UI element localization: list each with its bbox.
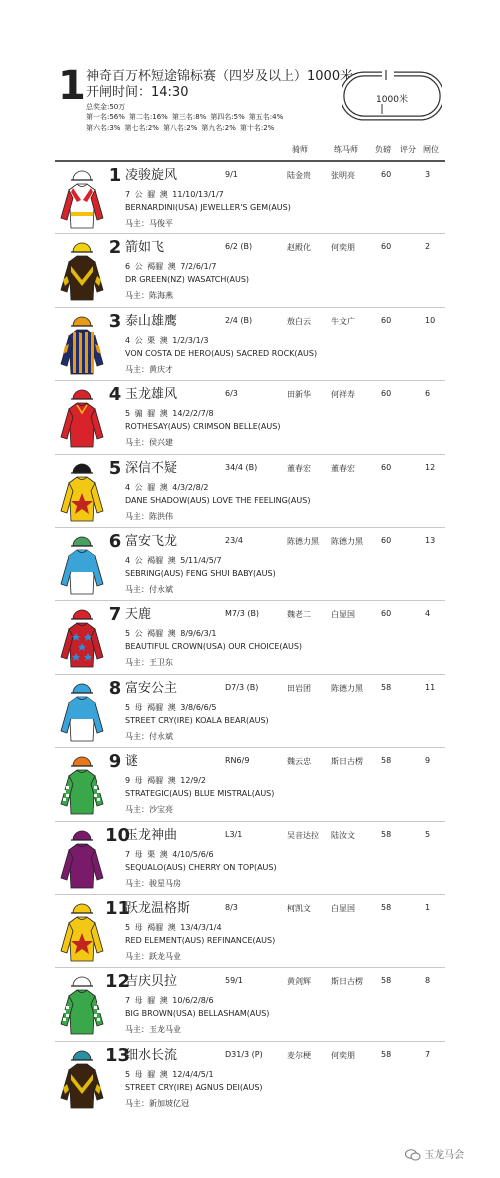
runner-number: 13 bbox=[105, 1044, 131, 1066]
barrier-draw: 7 bbox=[425, 1049, 431, 1059]
horse-name: 箭如飞 bbox=[125, 240, 165, 256]
horse-info: 4 公 骝 澳 4/3/2/8/2 bbox=[125, 482, 209, 492]
footer-brand bbox=[405, 1146, 495, 1164]
horse-name: 深信不疑 bbox=[125, 460, 178, 476]
barrier-draw: 10 bbox=[425, 315, 436, 325]
horse-name: 凌骏旋风 bbox=[125, 168, 178, 183]
carried-weight: 60 bbox=[381, 242, 392, 252]
runner-number: 7 bbox=[108, 604, 122, 626]
barrier-draw: 9 bbox=[425, 756, 431, 766]
jockey-name: 魏老二 bbox=[287, 610, 311, 620]
horse-pedigree: BERNARDINI(USA) JEWELLER'S GEM(AUS) bbox=[125, 203, 291, 212]
horse-info: 5 母 褐骝 澳 3/8/6/6/5 bbox=[125, 702, 217, 712]
runner-number: 5 bbox=[108, 457, 122, 479]
runner-card bbox=[55, 1041, 445, 1114]
horse-owner: 马主：王卫东 bbox=[125, 658, 173, 668]
horse-owner: 马主：陈洪伟 bbox=[125, 511, 173, 521]
trainer-name: 何祥寿 bbox=[331, 390, 355, 400]
prize-share: 第七名:2% bbox=[124, 124, 159, 132]
runner-number: 3 bbox=[108, 310, 122, 332]
runner-card bbox=[55, 160, 445, 233]
horse-odds: 9/1 bbox=[225, 170, 238, 179]
runner-number: 8 bbox=[108, 677, 122, 699]
jockey-name: 董春宏 bbox=[287, 463, 311, 473]
runner-card bbox=[55, 307, 445, 380]
horse-name: 玉龙神曲 bbox=[125, 827, 178, 843]
carried-weight: 60 bbox=[381, 315, 392, 325]
jockey-name: 田岩团 bbox=[287, 683, 311, 693]
runner-number: 10 bbox=[105, 824, 131, 846]
runner-number: 11 bbox=[105, 898, 131, 919]
col-trainer: 练马师 bbox=[334, 145, 358, 154]
horse-name: 天鹿 bbox=[125, 607, 152, 623]
horse-name: 泰山雄鹰 bbox=[125, 313, 178, 329]
col-rating: 评分 bbox=[400, 145, 416, 154]
red-blue-stars-silk-icon bbox=[57, 603, 107, 669]
horse-owner: 马主：陈海燕 bbox=[125, 291, 173, 301]
horse-name: 谜 bbox=[125, 754, 139, 770]
horse-owner: 马主：玉龙马业 bbox=[125, 1025, 181, 1035]
runner-number: 1 bbox=[108, 165, 122, 186]
runner-number: 4 bbox=[108, 384, 122, 406]
trainer-name: 何奕朋 bbox=[331, 243, 355, 253]
blue-white-yoke-silk-icon bbox=[57, 530, 107, 596]
jockey-name: 陆金贵 bbox=[287, 171, 311, 180]
trainer-name: 牛文广 bbox=[331, 316, 355, 326]
carried-weight: 60 bbox=[381, 462, 392, 472]
runner-number: 6 bbox=[108, 531, 122, 552]
runner-card bbox=[55, 894, 445, 967]
prize-distribution-row-2 bbox=[86, 124, 278, 133]
track-distance-label: 1000米 bbox=[376, 95, 408, 105]
horse-name: 玉龙雄风 bbox=[125, 387, 178, 403]
horse-info: 4 公 褐骝 澳 5/11/4/5/7 bbox=[125, 556, 222, 565]
carried-weight: 60 bbox=[381, 170, 392, 179]
navy-orange-stripes-silk-icon bbox=[57, 310, 107, 376]
col-draw: 闸位 bbox=[423, 145, 439, 154]
runner-card bbox=[55, 821, 445, 894]
jockey-name: 田新华 bbox=[287, 390, 311, 400]
col-jockey: 骑师 bbox=[292, 145, 308, 154]
horse-info: 5 公 褐骝 澳 8/9/6/3/1 bbox=[125, 629, 217, 639]
carried-weight: 58 bbox=[381, 829, 392, 839]
brown-yellow-chevron-silk-icon bbox=[57, 1044, 107, 1110]
carried-weight: 58 bbox=[381, 1049, 392, 1059]
horse-owner: 马主：付永斌 bbox=[125, 731, 173, 741]
carried-weight: 60 bbox=[381, 609, 392, 619]
trainer-name: 白显国 bbox=[331, 904, 355, 913]
horse-odds: D7/3 (B) bbox=[225, 682, 259, 692]
race-header bbox=[0, 0, 500, 160]
prize-share: 第五名:4% bbox=[248, 113, 284, 121]
horse-owner: 马主：侯兴建 bbox=[125, 438, 173, 448]
horse-info: 7 母 骝 澳 10/6/2/8/6 bbox=[125, 996, 214, 1006]
barrier-draw: 2 bbox=[425, 242, 431, 252]
runner-card bbox=[55, 380, 445, 453]
carried-weight: 58 bbox=[381, 976, 392, 986]
horse-odds: 6/2 (B) bbox=[225, 242, 253, 252]
horse-pedigree: SEQUALO(AUS) CHERRY ON TOP(AUS) bbox=[125, 862, 277, 872]
horse-owner: 马主：骏星马房 bbox=[125, 878, 181, 888]
prize-share: 第二名:16% bbox=[128, 113, 168, 121]
barrier-draw: 12 bbox=[425, 462, 436, 472]
trainer-name: 白显国 bbox=[331, 610, 355, 620]
horse-odds: RN6/9 bbox=[225, 756, 250, 766]
jockey-name: 柯凯文 bbox=[287, 904, 311, 913]
carried-weight: 60 bbox=[381, 536, 392, 545]
horse-odds: 34/4 (B) bbox=[225, 462, 258, 472]
red-silk-icon bbox=[57, 383, 107, 449]
jockey-name: 麦尔梗 bbox=[287, 1050, 311, 1060]
trainer-name: 斯日古楞 bbox=[331, 757, 363, 767]
carried-weight: 58 bbox=[381, 756, 392, 766]
horse-owner: 马主：黄庆才 bbox=[125, 364, 173, 374]
horse-info: 7 母 栗 澳 4/10/5/6/6 bbox=[125, 849, 214, 859]
carried-weight: 60 bbox=[381, 389, 392, 399]
trainer-name: 陈德力黑 bbox=[331, 537, 363, 546]
race-purse: 总奖金:50万 bbox=[86, 103, 126, 111]
prize-share: 第十名:2% bbox=[239, 124, 275, 132]
horse-pedigree: RED ELEMENT(AUS) REFINANCE(AUS) bbox=[125, 936, 276, 945]
runner-card bbox=[55, 600, 445, 673]
prize-share: 第六名:3% bbox=[86, 124, 121, 132]
trainer-name: 张明亮 bbox=[331, 171, 355, 180]
horse-pedigree: VON COSTA DE HERO(AUS) SACRED ROCK(AUS) bbox=[125, 348, 318, 358]
barrier-draw: 8 bbox=[425, 976, 431, 986]
barrier-draw: 13 bbox=[425, 536, 436, 545]
purple-moon-silk-icon bbox=[57, 824, 107, 890]
jockey-name: 魏云忠 bbox=[287, 757, 311, 767]
horse-odds: 8/3 bbox=[225, 903, 238, 912]
horse-odds: M7/3 (B) bbox=[225, 609, 260, 619]
horse-owner: 马主：付永斌 bbox=[125, 585, 173, 594]
horse-name: 富安公主 bbox=[125, 680, 178, 696]
horse-odds: 59/1 bbox=[225, 976, 243, 986]
horse-owner: 马主：新加坡亿冠 bbox=[125, 1098, 189, 1108]
horse-info: 6 公 褐骝 澳 7/2/6/1/7 bbox=[125, 262, 217, 272]
green-white-check-silk-icon bbox=[57, 970, 107, 1036]
runner-card bbox=[55, 527, 445, 600]
jockey-name: 赵殿化 bbox=[287, 243, 311, 253]
trainer-name: 陈德力黑 bbox=[331, 683, 363, 693]
horse-odds: 6/3 bbox=[225, 389, 238, 399]
wechat-icon bbox=[405, 1149, 421, 1161]
horse-info: 7 公 骝 澳 11/10/13/1/7 bbox=[125, 190, 224, 199]
horse-pedigree: BIG BROWN(USA) BELLASHAM(AUS) bbox=[125, 1009, 270, 1019]
horse-pedigree: STRATEGIC(AUS) BLUE MISTRAL(AUS) bbox=[125, 789, 275, 799]
horse-owner: 马主：沙宝亮 bbox=[125, 805, 173, 815]
horse-pedigree: STREET CRY(IRE) KOALA BEAR(AUS) bbox=[125, 715, 269, 725]
horse-info: 9 母 褐骝 澳 12/9/2 bbox=[125, 776, 207, 786]
barrier-draw: 3 bbox=[425, 170, 431, 179]
yellow-red-star-silk-icon bbox=[57, 897, 107, 963]
carried-weight: 58 bbox=[381, 682, 392, 692]
trainer-name: 斯日古楞 bbox=[331, 977, 363, 987]
footer-brand-name: 玉龙马会 bbox=[424, 1150, 465, 1161]
blue-white-silk-icon bbox=[57, 677, 107, 743]
barrier-draw: 11 bbox=[425, 682, 436, 692]
prize-share: 第八名:2% bbox=[162, 124, 198, 132]
jockey-name: 黄剑辉 bbox=[287, 977, 311, 987]
barrier-draw: 6 bbox=[425, 389, 431, 399]
horse-pedigree: SEBRING(AUS) FENG SHUI BABY(AUS) bbox=[125, 569, 276, 578]
horse-owner: 马主：马俊平 bbox=[125, 219, 173, 228]
horse-pedigree: DR GREEN(NZ) WASATCH(AUS) bbox=[125, 275, 250, 285]
prize-share: 第四名:5% bbox=[210, 113, 245, 121]
prize-share: 第九名:2% bbox=[201, 124, 236, 132]
prize-share: 第三名:8% bbox=[171, 113, 207, 121]
horse-name: 跃龙温格斯 bbox=[125, 901, 191, 916]
prize-share: 第一名:56% bbox=[86, 113, 125, 121]
race-start-time: 开闸时间：14:30 bbox=[86, 85, 189, 100]
trainer-name: 何奕朋 bbox=[331, 1050, 355, 1060]
column-headers bbox=[0, 144, 500, 158]
jockey-name: 吴音达拉 bbox=[287, 830, 319, 840]
horse-odds: 2/4 (B) bbox=[225, 315, 253, 325]
barrier-draw: 1 bbox=[425, 903, 431, 912]
runner-card bbox=[55, 233, 445, 306]
horse-info: 4 公 栗 澳 1/2/3/1/3 bbox=[125, 335, 209, 345]
runner-card bbox=[55, 967, 445, 1040]
col-weight: 负磅 bbox=[375, 145, 391, 154]
horse-pedigree: ROTHESAY(AUS) CRIMSON BELLE(AUS) bbox=[125, 422, 281, 432]
horse-info: 5 母 褐骝 澳 13/4/3/1/4 bbox=[125, 923, 222, 932]
white-red-yellow-silk-icon bbox=[57, 164, 107, 230]
horse-odds: D31/3 (P) bbox=[225, 1049, 263, 1059]
runner-card bbox=[55, 747, 445, 820]
jockey-name: 陈德力黑 bbox=[287, 537, 319, 546]
race-title: 神奇百万杯短途锦标赛（四岁及以上）1000米 bbox=[86, 69, 354, 84]
runner-number: 2 bbox=[108, 237, 122, 259]
brown-yellow-chevron-silk-icon bbox=[57, 236, 107, 302]
trainer-name: 董春宏 bbox=[331, 463, 355, 473]
horse-owner: 马主：跃龙马业 bbox=[125, 952, 181, 961]
horse-odds: L3/1 bbox=[225, 829, 243, 839]
horse-odds: 23/4 bbox=[225, 536, 243, 545]
runner-card bbox=[55, 674, 445, 747]
horse-info: 5 骟 骝 澳 14/2/2/7/8 bbox=[125, 409, 214, 419]
runner-card bbox=[55, 454, 445, 527]
barrier-draw: 4 bbox=[425, 609, 431, 619]
green-check-sleeves-silk-icon bbox=[57, 750, 107, 816]
jockey-name: 敖白云 bbox=[287, 316, 311, 326]
horse-pedigree: BEAUTIFUL CROWN(USA) OUR CHOICE(AUS) bbox=[125, 642, 303, 652]
horse-pedigree: DANE SHADOW(AUS) LOVE THE FEELING(AUS) bbox=[125, 495, 311, 505]
horse-name: 吉庆贝拉 bbox=[125, 974, 178, 990]
yellow-red-star-silk-icon bbox=[57, 457, 107, 523]
barrier-draw: 5 bbox=[425, 829, 431, 839]
race-number: 1 bbox=[58, 63, 86, 109]
horse-pedigree: STREET CRY(IRE) AGNUS DEI(AUS) bbox=[125, 1082, 263, 1092]
trainer-name: 陆汝文 bbox=[331, 830, 355, 840]
carried-weight: 58 bbox=[381, 903, 392, 912]
runner-number: 12 bbox=[105, 971, 131, 993]
horse-name: 富安飞龙 bbox=[125, 534, 178, 549]
horse-name: 细水长流 bbox=[125, 1047, 178, 1063]
runner-number: 9 bbox=[108, 751, 122, 773]
prize-distribution-row-1 bbox=[86, 113, 287, 122]
horse-info: 5 母 骝 澳 12/4/4/5/1 bbox=[125, 1069, 214, 1079]
